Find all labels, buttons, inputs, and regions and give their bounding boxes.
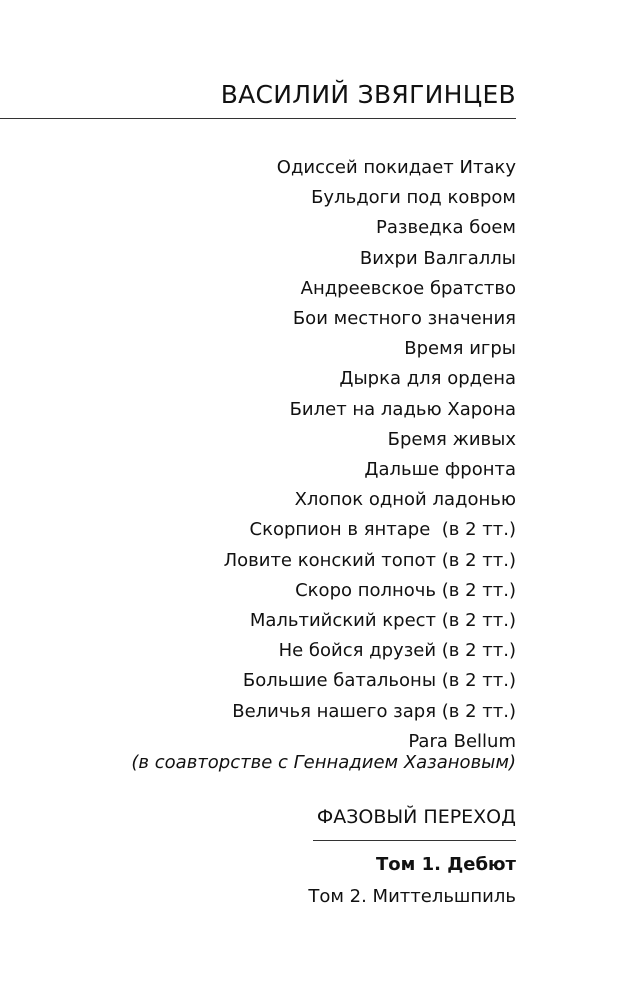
- book-title: Бои местного значения: [292, 308, 516, 330]
- book-title: Андреевское братство: [300, 277, 516, 299]
- header-divider: [0, 118, 516, 119]
- book-title: Большие батальоны (в 2 тт.): [242, 670, 516, 692]
- series-volume-2: Том 2. Миттельшпиль: [308, 886, 516, 907]
- series-volume-1: Том 1. Дебют: [376, 854, 516, 875]
- series-title: ФАЗОВЫЙ ПЕРЕХОД: [316, 806, 516, 828]
- coauthor-note: (в соавторстве с Геннадием Хазановым): [131, 752, 516, 773]
- book-title: Дальше фронта: [364, 459, 516, 481]
- book-title: Para Bellum: [408, 730, 516, 752]
- book-title: Не бойся друзей (в 2 тт.): [278, 640, 516, 662]
- book-title: Вихри Валгаллы: [359, 247, 516, 269]
- book-title: Разведка боем: [376, 217, 516, 239]
- book-title: Ловите конский топот (в 2 тт.): [223, 549, 516, 571]
- book-list: [224, 153, 516, 757]
- book-title: Бульдоги под ковром: [311, 187, 516, 209]
- book-title: Дырка для ордена: [339, 368, 516, 390]
- book-title: Время игры: [404, 338, 516, 360]
- book-title: Мальтийский крест (в 2 тт.): [249, 610, 516, 632]
- book-title: Бремя живых: [387, 428, 516, 450]
- book-title: Скорпион в янтаре (в 2 тт.): [249, 519, 516, 541]
- book-title: Одиссей покидает Итаку: [276, 157, 516, 178]
- book-title: Скоро полночь (в 2 тт.): [295, 579, 516, 601]
- book-title: Хлопок одной ладонью: [294, 489, 516, 511]
- series-divider: [313, 840, 516, 841]
- book-title: Билет на ладью Харона: [289, 398, 516, 420]
- author-name: ВАСИЛИЙ ЗВЯГИНЦЕВ: [220, 80, 516, 109]
- book-title: Величья нашего заря (в 2 тт.): [232, 700, 516, 722]
